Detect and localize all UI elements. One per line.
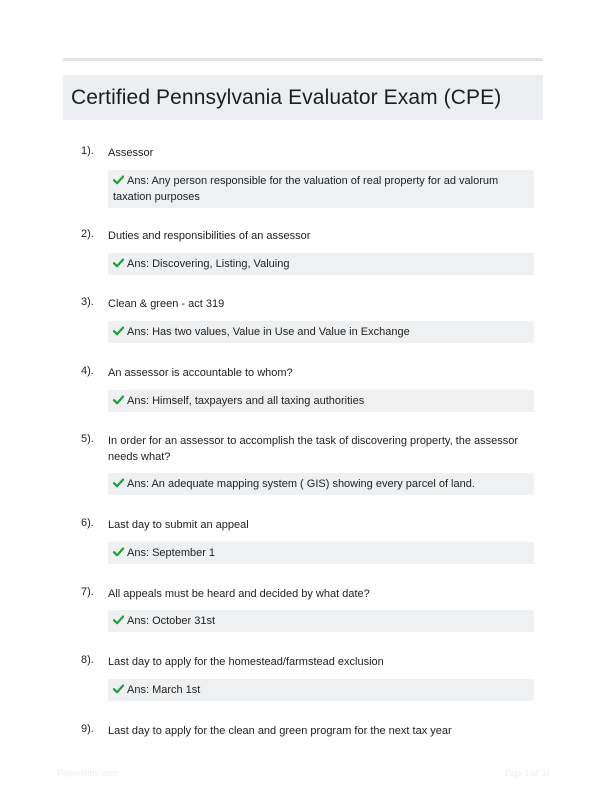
question-number: 9). (81, 723, 94, 735)
question-number: 7). (81, 586, 94, 598)
answer-text: Ans: An adequate mapping system ( GIS) showing every parcel of land. (127, 478, 475, 490)
question-text: Last day to apply for the clean and green program for the next tax year (108, 725, 452, 737)
question-number: 6). (81, 517, 94, 529)
question-text: In order for an assessor to accomplish the task of discovering property, the assessor needs what? (108, 435, 519, 463)
answer-text: Ans: September 1 (127, 547, 216, 559)
answer-box (108, 542, 534, 564)
question-text: Duties and responsibilities of an assessor (108, 230, 311, 242)
answer-text: Ans: October 31st (127, 615, 216, 627)
footer-watermark: PaperNibs.com (57, 768, 119, 778)
checkmark-icon (113, 478, 124, 488)
question-number: 1). (81, 145, 94, 157)
answer-text: Ans: March 1st (127, 684, 201, 696)
title-bar (63, 75, 543, 120)
question-text: Clean & green - act 319 (108, 298, 225, 310)
answer-box (108, 679, 534, 701)
checkmark-icon (113, 395, 124, 405)
checkmark-icon (113, 258, 124, 268)
answer-text: Ans: Himself, taxpayers and all taxing authorities (127, 395, 365, 407)
page-title: Certified Pennsylvania Evaluator Exam (CPE) (71, 86, 502, 109)
question-number: 8). (81, 654, 94, 666)
answer-box (108, 390, 534, 412)
question-text: Last day to apply for the homestead/farmstead exclusion (108, 656, 384, 668)
top-divider (63, 58, 543, 61)
checkmark-icon (113, 326, 124, 336)
question-number: 3). (81, 296, 94, 308)
answer-text: Ans: Discovering, Listing, Valuing (127, 258, 290, 270)
answer-box (108, 473, 534, 495)
question-text: Assessor (108, 147, 154, 159)
answer-box (108, 170, 534, 208)
checkmark-icon (113, 615, 124, 625)
checkmark-icon (113, 175, 124, 185)
question-text: All appeals must be heard and decided by what date? (108, 588, 370, 600)
answer-text: Ans: Has two values, Value in Use and Value in Exchange (127, 326, 410, 338)
question-number: 4). (81, 365, 94, 377)
question-text: An assessor is accountable to whom? (108, 367, 293, 379)
answer-box (108, 253, 534, 275)
question-number: 5). (81, 433, 94, 445)
answer-box (108, 321, 534, 343)
answer-box (108, 610, 534, 632)
question-number: 2). (81, 228, 94, 240)
checkmark-icon (113, 684, 124, 694)
question-text: Last day to submit an appeal (108, 519, 249, 531)
page-number: Page 1 of 31 (504, 768, 550, 778)
checkmark-icon (113, 547, 124, 557)
answer-text: Ans: Any person responsible for the valuation of real property for ad valorum taxation purposes (113, 175, 499, 203)
